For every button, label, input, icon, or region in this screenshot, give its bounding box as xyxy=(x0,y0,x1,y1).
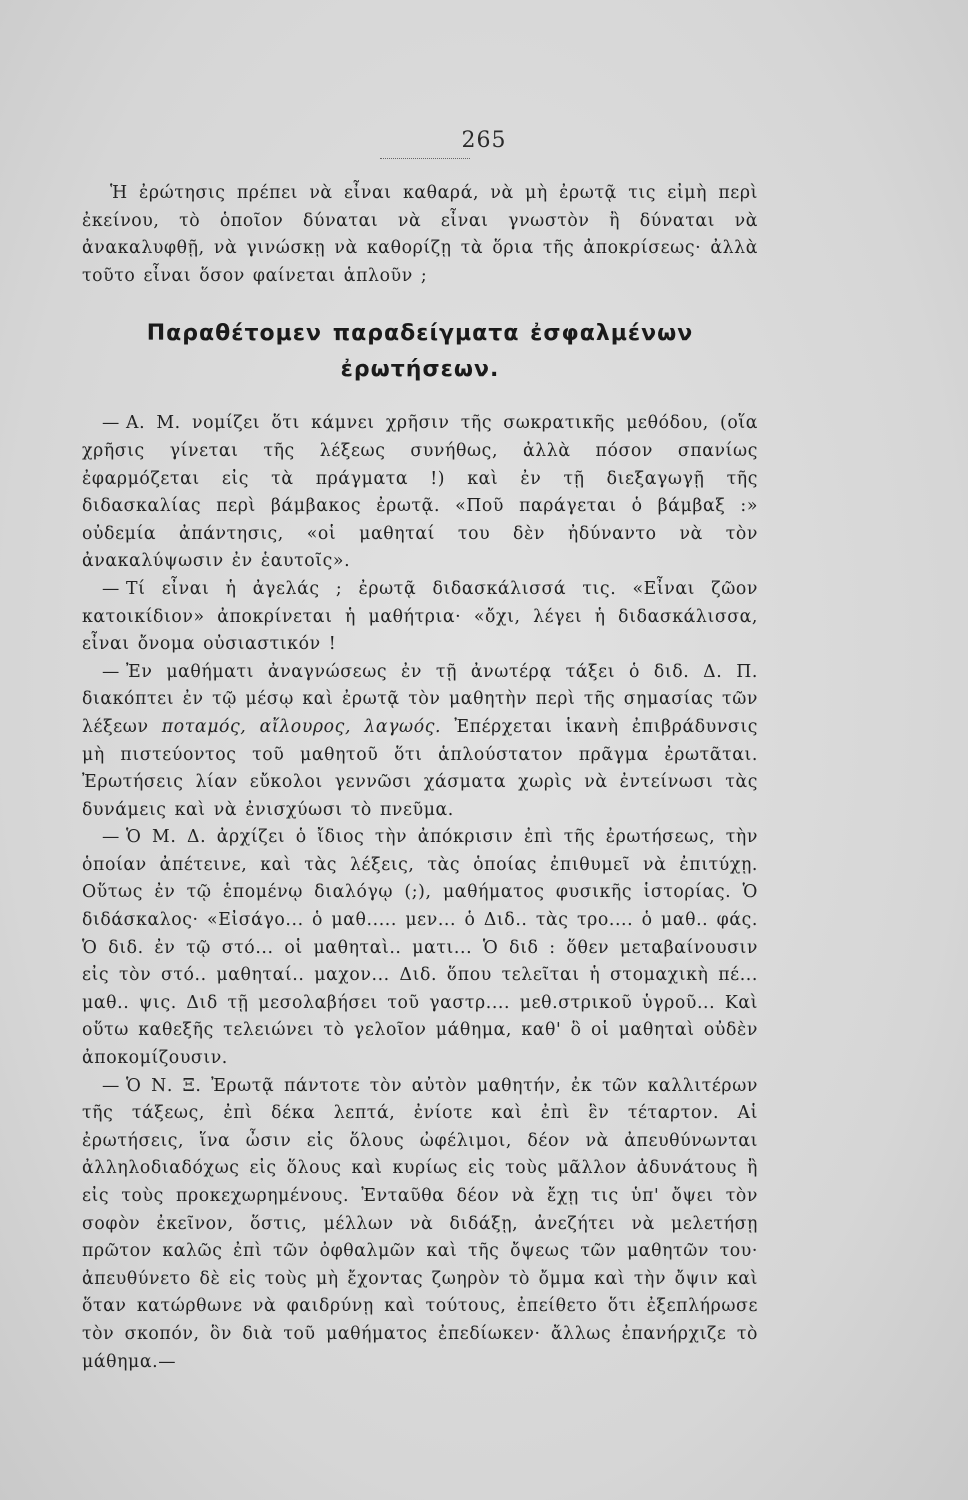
example-text: Ἐπέρχεται ἱκανὴ ἐπιβράδυνσις μὴ πιστεύοντος τοῦ μαθητοῦ ὅτι ἁπλούστατον πρᾶγμα ἐρωτᾶται. Ἐρωτήσεις λίαν εὔκολοι γεννῶσι χάσματα χωρὶς νὰ ἐντείνωσι τὰς δυνάμεις καὶ νὰ ἐνισχύωσι τὸ πνεῦμα. xyxy=(82,716,758,820)
section-heading xyxy=(82,316,758,388)
em-dash: — xyxy=(102,827,120,848)
example-text: Τί εἶναι ἡ ἀγελάς ; ἐρωτᾷ διδασκάλισσά τις. «Εἶναι ζῶον κατοικίδιον» ἀποκρίνεται ἡ μαθήτρια· «ὄχι, λέγει ἡ διδασκάλισσα, εἶναι ὄνομα οὐσιαστικόν ! xyxy=(82,578,758,655)
italic-example-words: ποταμός, αἴλουρος, λαγωός. xyxy=(161,716,442,737)
em-dash: — xyxy=(102,413,120,434)
example-paragraph-4 xyxy=(82,824,758,1072)
example-paragraph-1 xyxy=(82,410,758,576)
example-paragraph-2 xyxy=(82,576,758,659)
example-paragraph-3 xyxy=(82,659,758,825)
em-dash: — xyxy=(102,661,120,682)
page-number-rule xyxy=(380,158,470,159)
example-text: Α. Μ. νομίζει ὅτι κάμνει χρῆσιν τῆς σωκρατικῆς μεθόδου, (οἵα χρῆσις γίνεται τῆς λέξεως συνήθως, ἀλλὰ πόσον σπανίως ἐφαρμόζεται εἰς τὰ πράγματα !) καὶ ἐν τῇ διεξαγωγῇ τῆς διδασκαλίας περὶ βάμβακος ἐρωτᾷ. «Ποῦ παράγεται ὁ βάμβαξ :» οὐδεμία ἀπάντησις, «οἱ μαθηταί του δὲν ἠδύναντο νὰ τὸν ἀνακαλύψωσιν ἐν ἑαυτοῖς». xyxy=(82,413,758,572)
em-dash: — xyxy=(102,578,120,599)
example-text: Ἐν μαθήματι ἀναγνώσεως ἐν τῇ ἀνωτέρᾳ τάξει ὁ διδ. Δ. Π. διακόπτει ἐν τῷ μέσῳ καὶ ἐρωτᾷ τὸν μαθητὴν περὶ τῆς σημασίας τῶν λέξεων xyxy=(82,661,758,737)
example-text: Ὁ Μ. Δ. ἀρχίζει ὁ ἴδιος τὴν ἀπόκρισιν ἐπὶ τῆς ἐρωτήσεως, τὴν ὁποίαν ἀπέτεινε, καὶ τὰς λέξεις, τὰς ὁποίας ἐπιθυμεῖ νὰ ἐπιτύχῃ. Οὕτως ἐν τῷ ἑπομένῳ διαλόγῳ (;), μαθήματος φυσικῆς ἱστορίας. Ὁ διδάσκαλος· «Εἰσάγο... ὁ μαθ..... μεν... ὁ Διδ.. τὰς τρο.... ὁ μαθ.. φάς. Ὁ διδ. ἐν τῷ στό... οἱ μαθηταὶ.. ματι... Ὁ διδ : ὅθεν μεταβαίνουσιν εἰς τὸν στό.. μαθηταί.. μαχον... Διδ. ὅπου τελεῖται ἡ στομαχικὴ πέ... μαθ.. ψις. Διδ τῇ μεσολαβήσει τοῦ γαστρ.... μεθ.στρικοῦ ὑγροῦ... Καὶ οὕτω καθεξῆς τελειώνει τὸ γελοῖον μάθημα, καθ' ὃ οἱ μαθηταὶ οὐδὲν ἀποκομίζουσιν. xyxy=(82,827,758,1069)
page-number: 265 xyxy=(461,128,507,153)
page-text xyxy=(82,180,758,1376)
intro-paragraph: Ἡ ἐρώτησις πρέπει νὰ εἶναι καθαρά, νὰ μὴ ἐρωτᾷ τις εἰμὴ περὶ ἐκείνου, τὸ ὁποῖον δύναται νὰ εἶναι γνωστὸν ἢ δύναται νὰ ἀνακαλυφθῇ, νὰ γινώσκῃ νὰ καθορίζῃ τὰ ὅρια τῆς ἀποκρίσεως· ἀλλὰ τοῦτο εἶναι ὅσον φαίνεται ἁπλοῦν ; xyxy=(82,183,758,286)
example-paragraph-5 xyxy=(82,1073,758,1377)
example-text: Ὁ Ν. Ξ. Ἐρωτᾷ πάντοτε τὸν αὐτὸν μαθητήν, ἐκ τῶν καλλιτέρων τῆς τάξεως, ἐπὶ δέκα λεπτά, ἐνίοτε καὶ ἐπὶ ἓν τέταρτον. Αἱ ἐρωτήσεις, ἵνα ὦσιν εἰς ὅλους ὠφέλιμοι, δέον νὰ ἀπευθύνωνται ἀλληλοδιαδόχως εἰς ὅλους καὶ κυρίως εἰς τοὺς μᾶλλον ἀδυνάτους ἢ εἰς τοὺς προκεχωρημένους. Ἐνταῦθα δέον νὰ ἔχῃ τις ὑπ' ὄψει τὸν σοφὸν ἐκεῖνον, ὅστις, μέλλων νὰ διδάξῃ, ἀνεζήτει νὰ μελετήσῃ πρῶτον καλῶς ἐπὶ τῶν ὀφθαλμῶν καὶ τῆς ὄψεως τῶν μαθητῶν του· ἀπευθύνετο δὲ εἰς τοὺς μὴ ἔχοντας ζωηρὸν τὸ ὄμμα καὶ τὴν ὄψιν καὶ ὅταν κατώρθωνε νὰ φαιδρύνῃ καὶ τούτους, ἐπείθετο ὅτι ἐξεπλήρωσε τὸν σκοπόν, ὃν διὰ τοῦ μαθήματος ἐπεδίωκεν· ἄλλως ἐπανήρχιζε τὸ μάθημα.— xyxy=(82,1075,758,1372)
section-heading-line-2: ἐρωτήσεων. xyxy=(340,357,500,383)
em-dash: — xyxy=(102,1075,120,1096)
section-heading-line-1: Παραθέτομεν παραδείγματα ἐσφαλμένων xyxy=(146,321,694,347)
